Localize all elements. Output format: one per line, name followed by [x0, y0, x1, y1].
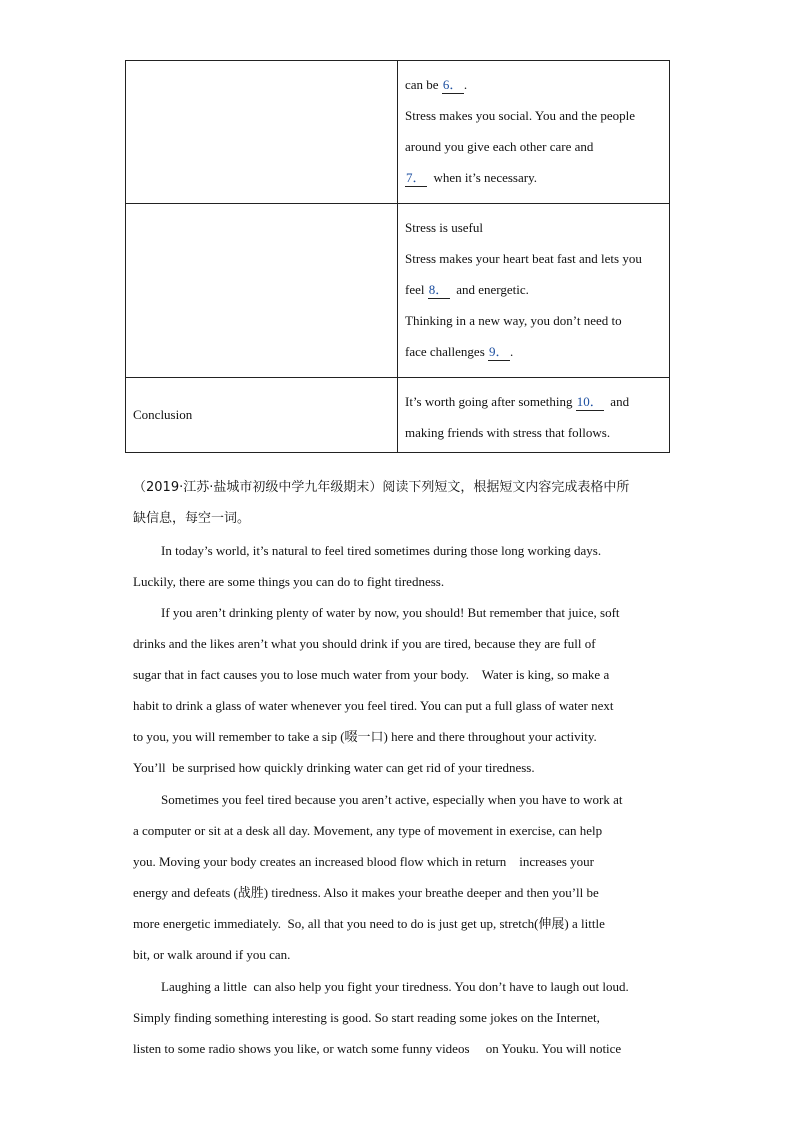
table-cell-content	[398, 204, 670, 378]
cell-line	[405, 69, 661, 100]
line-text: Stress makes your heart beat fast and lets you	[405, 251, 642, 266]
conclusion-label: Conclusion	[133, 407, 193, 422]
line-text: Thinking in a new way, you don’t need to	[405, 313, 622, 328]
paragraph-line: bit, or walk around if you can.	[133, 947, 291, 962]
cell-line	[405, 336, 661, 367]
answer-blank[interactable]: 8．	[428, 282, 449, 297]
table-row	[126, 61, 670, 204]
line-text: making friends with stress that follows.	[405, 425, 611, 440]
line-text: and energetic.	[449, 282, 529, 297]
line-text: feel	[405, 282, 428, 297]
paragraph-line: to you, you will remember to take a sip (啜一口) here and there throughout your activity.	[133, 729, 597, 744]
paragraph-line: If you aren’t drinking plenty of water by now, you should! But remember that juice, soft	[161, 605, 620, 620]
paragraph-line: energy and defeats (战胜) tiredness. Also it makes your breathe deeper and then you’ll be	[133, 885, 599, 900]
cell-line	[405, 100, 661, 131]
cell-text-block	[398, 204, 669, 377]
cell-line	[405, 162, 661, 193]
line-text: when it’s necessary.	[427, 170, 537, 185]
cell-line	[405, 386, 661, 417]
line-text: .	[510, 344, 514, 359]
paragraph-line: listen to some radio shows you like, or watch some funny videos on Youku. You will notice	[133, 1041, 622, 1056]
paragraph-line: Simply finding something interesting is good. So start reading some jokes on the Internet,	[133, 1010, 600, 1025]
outline-table	[125, 60, 670, 453]
answer-blank[interactable]: 6．	[442, 77, 463, 92]
table-cell-label	[126, 378, 398, 453]
answer-blank[interactable]: 7．	[406, 170, 426, 185]
paragraph-line: You’ll be surprised how quickly drinking water can get rid of your tiredness.	[133, 760, 535, 775]
answer-blank[interactable]: 9．	[489, 344, 509, 359]
line-text: can be	[405, 77, 442, 92]
paragraph-line: you. Moving your body creates an increased blood flow which in return increases your	[133, 854, 595, 869]
paragraph-line: In today’s world, it’s natural to feel tired sometimes during those long working days.	[161, 543, 602, 558]
cell-line	[405, 417, 661, 448]
source-instruction	[133, 472, 673, 534]
paragraph-line: habit to drink a glass of water whenever you feel tired. You can put a full glass of water next	[133, 698, 614, 713]
paragraph-line: more energetic immediately. So, all that you need to do is just get up, stretch(伸展) a little	[133, 916, 605, 931]
paragraph	[133, 784, 665, 970]
paragraph	[133, 535, 665, 597]
answer-blank[interactable]: 10．	[576, 394, 603, 409]
paragraph-line: Laughing a little can also help you fight your tiredness. You don’t have to laugh out loud.	[161, 979, 629, 994]
cell-text-block	[398, 378, 669, 452]
table-cell-content	[398, 378, 670, 453]
table-row	[126, 378, 670, 453]
line-text: around you give each other care and	[405, 139, 594, 154]
paragraph-line: Sometimes you feel tired because you aren’t active, especially when you have to work at	[161, 792, 623, 807]
table-cell-content	[398, 61, 670, 204]
paragraph	[133, 971, 665, 1064]
table-row	[126, 204, 670, 378]
cell-line	[405, 274, 661, 305]
paragraph	[133, 597, 665, 783]
paragraph-line: drinks and the likes aren’t what you should drink if you are tired, because they are full of	[133, 636, 596, 651]
line-text: Stress makes you social. You and the people	[405, 108, 636, 123]
line-text: Stress is useful	[405, 220, 483, 235]
line-text: and	[603, 394, 630, 409]
line-text: .	[463, 77, 468, 92]
paragraph-line: sugar that in fact causes you to lose much water from your body. Water is king, so make a	[133, 667, 610, 682]
cell-line	[405, 243, 661, 274]
source-line: 缺信息，每空一词。	[133, 511, 251, 526]
source-line: （2019·江苏·盐城市初级中学九年级期末）阅读下列短文，根据短文内容完成表格中所	[133, 480, 630, 495]
table-cell-empty	[126, 61, 398, 204]
paragraph-line: Luckily, there are some things you can do to fight tiredness.	[133, 574, 445, 589]
line-text: face challenges	[405, 344, 489, 359]
cell-line	[405, 212, 661, 243]
paragraph-line: a computer or sit at a desk all day. Movement, any type of movement in exercise, can help	[133, 823, 603, 838]
table-cell-empty	[126, 204, 398, 378]
cell-line	[405, 305, 661, 336]
line-text: It’s worth going after something	[405, 394, 576, 409]
cell-line	[405, 131, 661, 162]
cell-text-block	[398, 61, 669, 203]
